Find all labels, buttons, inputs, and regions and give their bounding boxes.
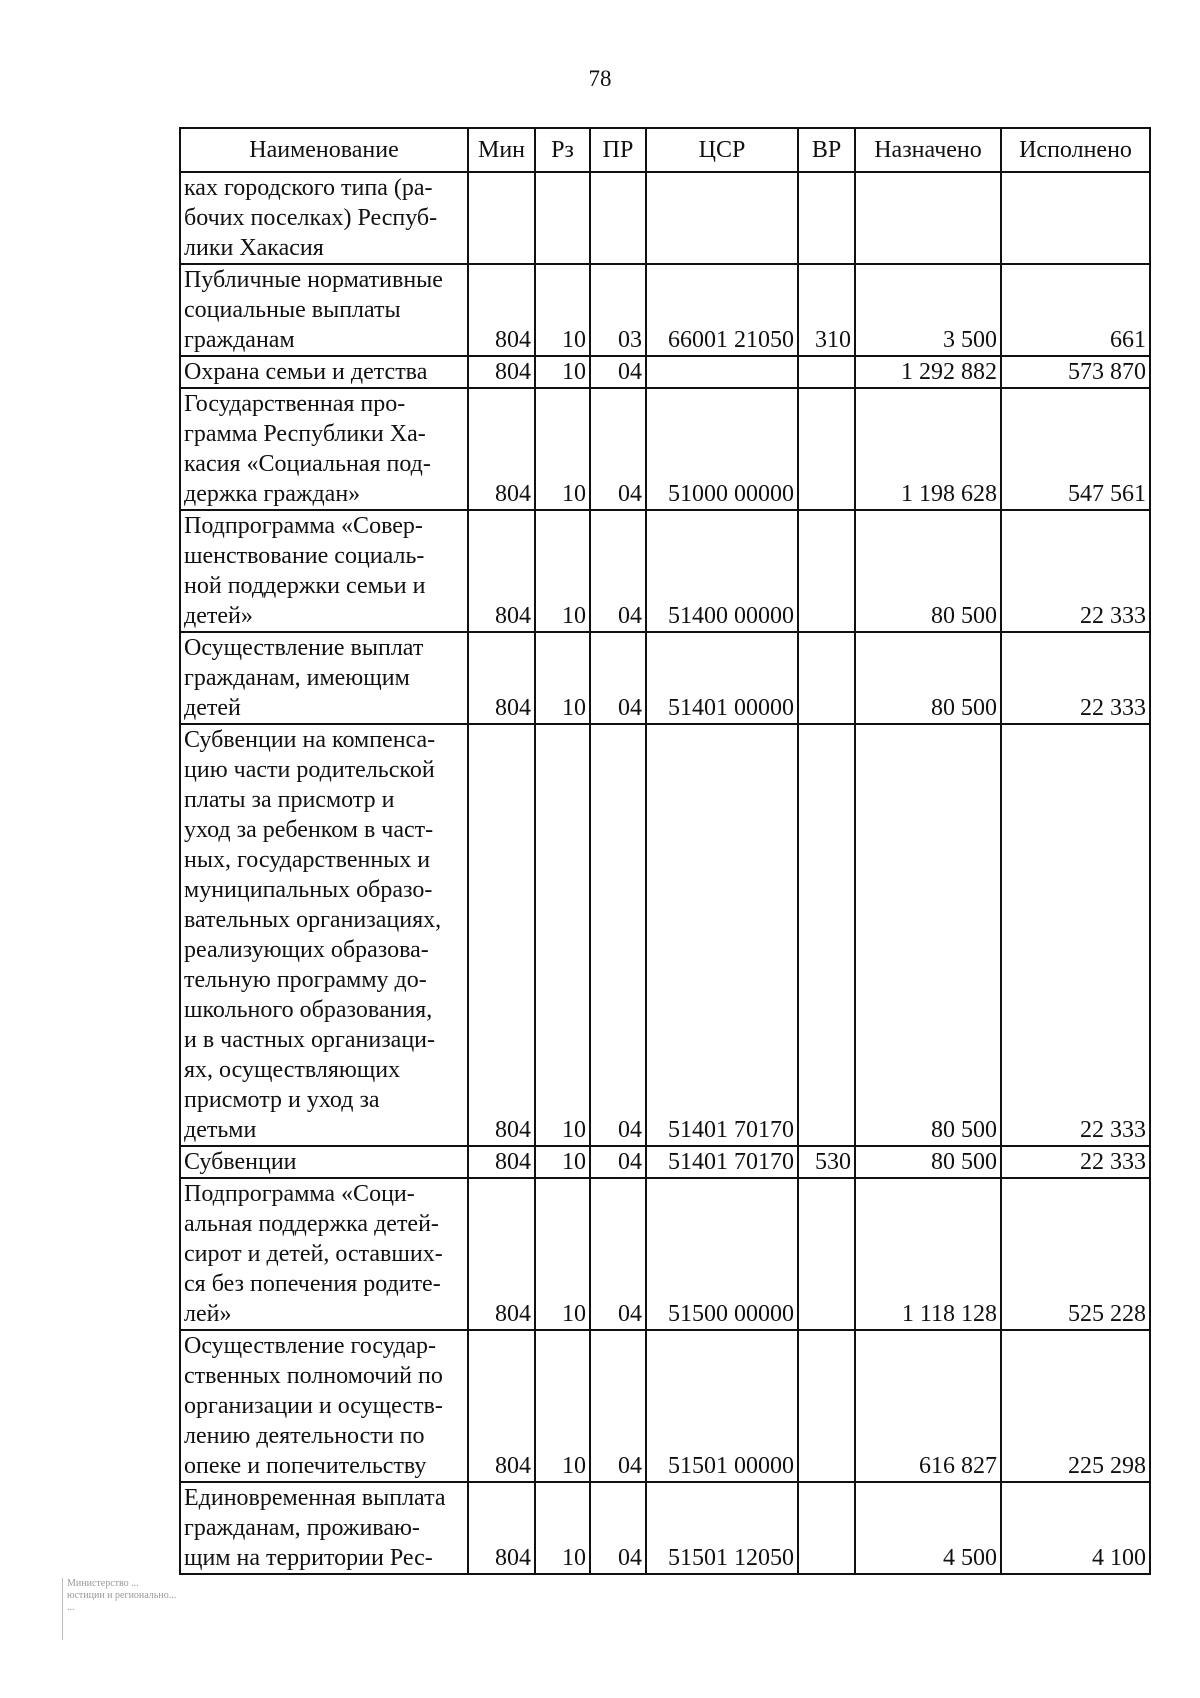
cell-executed [1001, 172, 1150, 264]
cell-vr [798, 632, 855, 724]
cell-vr: 530 [798, 1146, 855, 1178]
cell-pr: 04 [590, 632, 646, 724]
cell-name: Государственная про- грамма Республики Ха- касия «Социальная под- держка граждан» [180, 388, 468, 510]
table-row [180, 510, 1150, 632]
table-row [180, 724, 1150, 1146]
table-row [180, 632, 1150, 724]
cell-min: 804 [468, 388, 535, 510]
cell-name: Подпрограмма «Совер- шенствование социаль- ной поддержки семьи и детей» [180, 510, 468, 632]
cell-vr [798, 510, 855, 632]
cell-executed: 525 228 [1001, 1178, 1150, 1330]
header-rz: Рз [535, 128, 590, 172]
cell-csr: 51000 00000 [646, 388, 798, 510]
header-min: Мин [468, 128, 535, 172]
cell-pr: 04 [590, 1330, 646, 1482]
table-row [180, 1178, 1150, 1330]
cell-csr: 51501 12050 [646, 1482, 798, 1574]
table-row [180, 172, 1150, 264]
cell-rz: 10 [535, 1330, 590, 1482]
cell-csr [646, 172, 798, 264]
cell-min [468, 172, 535, 264]
cell-vr [798, 724, 855, 1146]
table-row [180, 388, 1150, 510]
cell-rz: 10 [535, 1146, 590, 1178]
cell-executed: 22 333 [1001, 510, 1150, 632]
cell-pr: 04 [590, 356, 646, 388]
cell-rz [535, 172, 590, 264]
page-number: 78 [588, 66, 612, 91]
cell-executed: 661 [1001, 264, 1150, 356]
cell-rz: 10 [535, 264, 590, 356]
table-row [180, 264, 1150, 356]
cell-assigned: 80 500 [855, 724, 1001, 1146]
cell-csr: 66001 21050 [646, 264, 798, 356]
cell-csr: 51401 70170 [646, 724, 798, 1146]
cell-assigned [855, 172, 1001, 264]
cell-executed: 22 333 [1001, 632, 1150, 724]
cell-pr: 03 [590, 264, 646, 356]
cell-assigned: 80 500 [855, 632, 1001, 724]
header-vr: ВР [798, 128, 855, 172]
cell-vr [798, 1482, 855, 1574]
cell-name: Единовременная выплата гражданам, проживаю- щим на территории Рес- [180, 1482, 468, 1574]
cell-min: 804 [468, 356, 535, 388]
cell-rz: 10 [535, 356, 590, 388]
cell-csr: 51501 00000 [646, 1330, 798, 1482]
cell-pr: 04 [590, 1482, 646, 1574]
cell-executed: 22 333 [1001, 724, 1150, 1146]
cell-name: Субвенции [180, 1146, 468, 1178]
cell-assigned: 1 292 882 [855, 356, 1001, 388]
table-row [180, 1146, 1150, 1178]
cell-executed: 22 333 [1001, 1146, 1150, 1178]
cell-executed: 4 100 [1001, 1482, 1150, 1574]
cell-vr [798, 356, 855, 388]
cell-pr: 04 [590, 724, 646, 1146]
budget-table [179, 127, 1151, 1575]
cell-min: 804 [468, 1482, 535, 1574]
cell-csr: 51401 00000 [646, 632, 798, 724]
cell-min: 804 [468, 1146, 535, 1178]
header-executed: Исполнено [1001, 128, 1150, 172]
cell-rz: 10 [535, 632, 590, 724]
cell-pr [590, 172, 646, 264]
archive-stamp: Министерство ... юстиции и регионально... ... [62, 1578, 289, 1640]
cell-executed: 225 298 [1001, 1330, 1150, 1482]
cell-min: 804 [468, 1178, 535, 1330]
header-assigned: Назначено [855, 128, 1001, 172]
cell-rz: 10 [535, 510, 590, 632]
header-name: Наименование [180, 128, 468, 172]
header-csr: ЦСР [646, 128, 798, 172]
cell-vr: 310 [798, 264, 855, 356]
table-body [180, 172, 1150, 1574]
cell-name: Осуществление государ- ственных полномочий по организации и осуществ- лению деятельности по опеке и попечительству [180, 1330, 468, 1482]
cell-assigned: 80 500 [855, 1146, 1001, 1178]
cell-name: Охрана семьи и детства [180, 356, 468, 388]
cell-executed: 547 561 [1001, 388, 1150, 510]
cell-rz: 10 [535, 388, 590, 510]
cell-assigned: 4 500 [855, 1482, 1001, 1574]
cell-min: 804 [468, 724, 535, 1146]
cell-assigned: 80 500 [855, 510, 1001, 632]
cell-name: ках городского типа (ра- бочих поселках) Респуб- лики Хакасия [180, 172, 468, 264]
table-row [180, 1482, 1150, 1574]
cell-executed: 573 870 [1001, 356, 1150, 388]
cell-name: Осуществление выплат гражданам, имеющим детей [180, 632, 468, 724]
cell-pr: 04 [590, 1178, 646, 1330]
cell-rz: 10 [535, 724, 590, 1146]
cell-pr: 04 [590, 510, 646, 632]
cell-pr: 04 [590, 1146, 646, 1178]
cell-csr: 51401 70170 [646, 1146, 798, 1178]
cell-assigned: 1 118 128 [855, 1178, 1001, 1330]
cell-pr: 04 [590, 388, 646, 510]
cell-assigned: 1 198 628 [855, 388, 1001, 510]
cell-vr [798, 1178, 855, 1330]
cell-csr: 51500 00000 [646, 1178, 798, 1330]
cell-csr [646, 356, 798, 388]
table-header-row [180, 128, 1150, 172]
table-row [180, 356, 1150, 388]
cell-csr: 51400 00000 [646, 510, 798, 632]
cell-min: 804 [468, 1330, 535, 1482]
cell-assigned: 616 827 [855, 1330, 1001, 1482]
cell-assigned: 3 500 [855, 264, 1001, 356]
cell-rz: 10 [535, 1482, 590, 1574]
cell-vr [798, 388, 855, 510]
cell-min: 804 [468, 264, 535, 356]
header-pr: ПР [590, 128, 646, 172]
cell-min: 804 [468, 510, 535, 632]
cell-rz: 10 [535, 1178, 590, 1330]
cell-name: Субвенции на компенса- цию части родительской платы за присмотр и уход за ребенком в част- ных, государственных и муниципальных образо- вательных организациях, реализующих образова- тельную программу до- школьного образования, и в частных организаци- ях, осуществляющих присмотр и уход за детьми [180, 724, 468, 1146]
cell-min: 804 [468, 632, 535, 724]
cell-vr [798, 172, 855, 264]
table-row [180, 1330, 1150, 1482]
cell-vr [798, 1330, 855, 1482]
cell-name: Публичные нормативные социальные выплаты гражданам [180, 264, 468, 356]
cell-name: Подпрограмма «Соци- альная поддержка детей- сирот и детей, оставших- ся без попечения родите- лей» [180, 1178, 468, 1330]
